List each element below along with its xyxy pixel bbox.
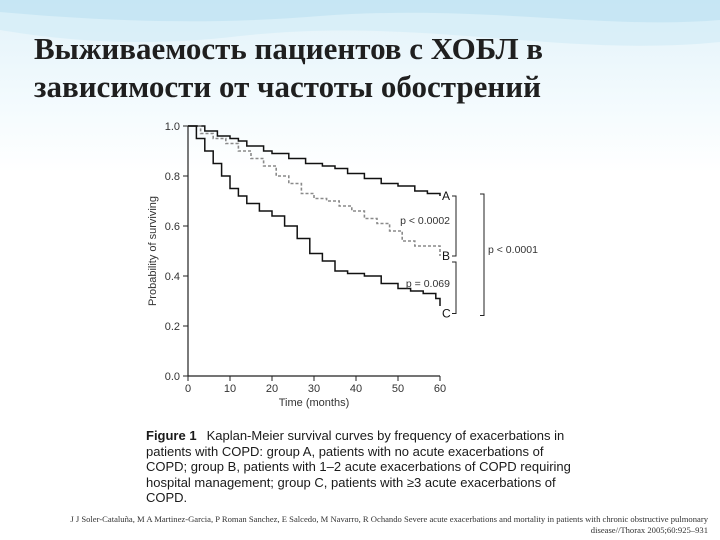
bracket-a-b: [452, 196, 456, 256]
x-tick-label: 40: [349, 383, 363, 395]
slide-title: Выживаемость пациентов с ХОБЛ в зависимости от частоты обострений: [34, 31, 544, 104]
y-tick-label: 0.2: [164, 321, 180, 333]
p-value-b-c: p = 0.069: [405, 277, 450, 290]
series-label-b: B: [442, 249, 451, 263]
y-tick-label: 0.4: [164, 271, 180, 283]
p-value-a-b: p < 0.0002: [400, 215, 450, 227]
series-line-b: [188, 126, 440, 256]
figure-label: Figure 1: [146, 428, 197, 443]
y-axis-label: Probability of surviving: [147, 195, 159, 307]
x-tick-label: 30: [307, 383, 321, 395]
y-tick-label: 0.0: [164, 371, 180, 383]
x-tick-label: 50: [391, 383, 405, 395]
x-tick-label: 60: [433, 383, 447, 395]
x-tick-label: 0: [184, 383, 192, 395]
x-axis-label: Time (months): [278, 397, 350, 409]
figure-caption-text: Kaplan-Meier survival curves by frequency of exacerbations in patients with COPD: group A, patients with no acute exacerbations of COPD; group B, patients with 1–2 acute exacerbations of COPD requiring hospital management; group C, patients with ≥3 acute exacerbations of COPD.: [146, 428, 571, 505]
series-line-a: [188, 126, 440, 196]
y-tick-label: 0.6: [164, 221, 180, 233]
bracket-a-c: [480, 194, 484, 316]
survival-chart: [140, 112, 580, 432]
series-label-a: A: [442, 189, 451, 203]
series-label-c: C: [442, 306, 451, 321]
bracket-b-c: [452, 262, 456, 314]
y-tick-label: 1.0: [164, 121, 180, 133]
y-tick-label: 0.8: [164, 171, 180, 183]
x-tick-label: 10: [223, 383, 237, 395]
figure-caption: [146, 428, 576, 506]
p-value-a-c: p < 0.0001: [488, 243, 538, 256]
citation: J J Soler-Cataluña, M A Martinez-Garcia, P Roman Sanchez, E Salcedo, M Navarro, R Ochando Severe acute exacerbations and mortality in patients with chronic obstructive pulmonary disease//Thorax 2005;60:925–931: [70, 514, 708, 535]
x-tick-label: 20: [265, 383, 279, 395]
